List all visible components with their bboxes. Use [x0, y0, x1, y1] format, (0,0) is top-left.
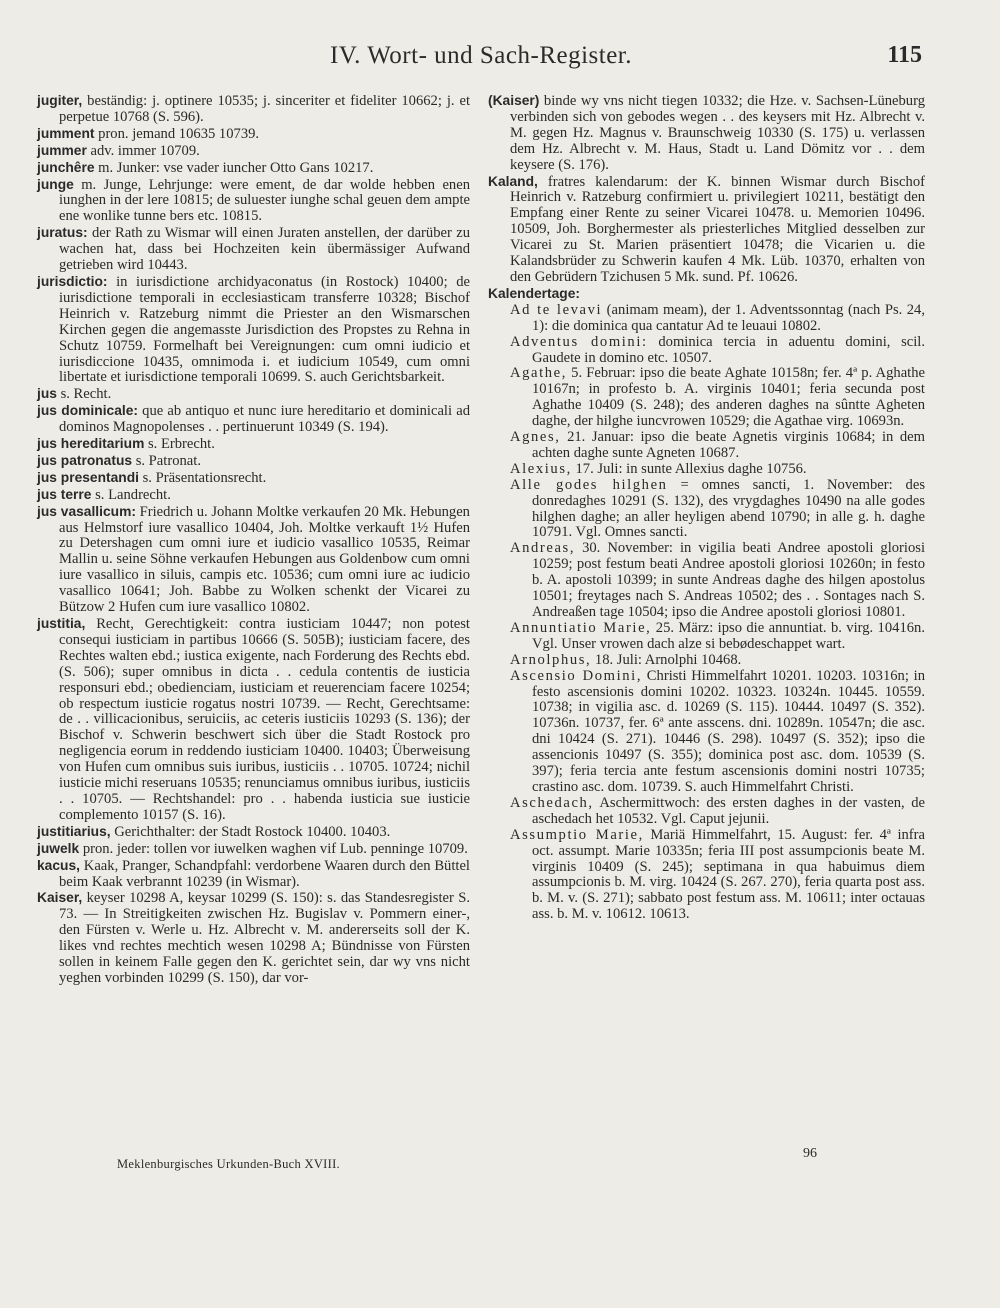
register-entry [37, 436, 470, 453]
entry-text: pron. jemand 10635 10739. [94, 125, 260, 142]
entry-headword: jus [37, 386, 57, 402]
page-number: 115 [887, 42, 922, 68]
register-entry [37, 616, 470, 824]
calendar-day-name: Assumptio Marie, [510, 826, 644, 843]
calendar-day-name: Alle godes hilghen [510, 476, 668, 493]
entry-text: fratres kalendarum: der K. binnen Wismar durch Bischof Heinrich v. Ratzeburg confirmiert u. privilegiert 10211, bestätigt den Empfang einer Rente zu seiner Vicarei 10478. u. Memorien 10496. 10509, Joh. Borghermester als priesterliches Mitglied desselben zur Vicarei zu St. Marien präsentiert 10478; die Vicarien u. die Kalandsbrüder zu Schwerin kaufen 4 Mk. Lüb. 10370, erhalten von den Gebrüdern Tzichusen 5 Mk. sund. Pf. 10626. [510, 173, 925, 285]
entry-text: pron. jeder: tollen vor iuwelken waghen vif Lub. penninge 10709. [79, 840, 468, 857]
register-entry [37, 841, 470, 858]
calendar-day-name: Ascensio Domini, [510, 667, 643, 684]
entry-text: s. Patronat. [132, 452, 201, 469]
entry-headword: jurisdictio: [37, 273, 108, 289]
calendar-day-name: Agnes, [510, 429, 561, 446]
calendar-day-entry [488, 366, 925, 430]
calendar-day-entry [488, 335, 925, 367]
register-entry [37, 890, 470, 986]
entry-headword: jus terre [37, 486, 92, 502]
entry-text: que ab antiquo et nunc iure hereditario et dominicali ad dominos Magnopolenses . . pertinuerunt 10349 (S. 194). [59, 403, 471, 436]
footer-source: Meklenburgisches Urkunden-Buch XVIII. [117, 1157, 340, 1171]
entry-text: Christi Himmelfahrt 10201. 10203. 10316n; in festo ascensionis domini 10202. 10323. 10324n. 10445. 10559. 10738; in vigilia asc. d. 10269 (S. 115). 10444. 10497 (S. 352). 10736n. 10737, fer. 6ª ante asscens. dni. 10289n. 10547n; die asc. dni 10424 (S. 271). 10446 (S. 298). 10497 (S. 352); ipso die assencionis 10497 (S. 355); dominica post asc. dom. 10539 (S. 397); feria tercia ante festum ascensionis domini nostri 10735; crastino asc. dom. 10739. S. auch Himmelfahrt Christi. [532, 667, 925, 795]
entry-text: Gerichthalter: der Stadt Rostock 10400. 10403. [110, 823, 391, 840]
entry-headword: kacus, [37, 857, 80, 873]
entry-headword: jummer [37, 142, 87, 158]
entry-text: binde wy vns nicht tiegen 10332; die Hze. v. Sachsen-Lüneburg verbinden sich von gebodes wegen . . des keysers mit Hz. Albrecht v. M. gegen Hz. Magnus v. Braunschweig 10330 (S. 175) u. verlassen dem Hz. Albrecht v. M. Haus, Stadt u. Land Dömitz vor . . dem keysere (S. 176). [510, 93, 925, 173]
entry-text: = omnes sancti, 1. November: des donredaghes 10291 (S. 132), des vrygdaghes 10490 na alle godes hilghen daghe; an aller heyligen abend 10790; in alle g. h. daghe 10791. Vgl. Omnes sancti. [532, 476, 925, 541]
calendar-day-entry [488, 541, 925, 621]
register-entry [37, 160, 470, 177]
register-entry [37, 858, 470, 891]
entry-text: dominica tercia in aduentu domini, scil. Gaudete in domino etc. 10507. [532, 333, 926, 366]
entry-headword: junchêre [37, 159, 95, 175]
entry-text: Mariä Himmelfahrt, 15. August: fer. 4ª infra oct. assumpt. Marie 10335n; feria III post assumpcionis beate M. virginis 10409 (S. 245); septimana in qua habuimus diem assumpcionis b. M. virg. 10424 (S. 267. 270), feria quarta post ass. b. M. v. (S. 271); sabbato post festum ass. M. 10611; inter octauas ass. b. M. v. 10612. 10613. [532, 826, 925, 923]
entry-headword: jumment [37, 125, 95, 141]
register-entry [37, 177, 470, 226]
entry-headword: jus dominicale: [37, 403, 138, 419]
entry-headword: jus presentandi [37, 469, 139, 485]
calendar-day-entry [488, 621, 925, 653]
entry-headword: junge [37, 176, 74, 192]
entry-text: adv. immer 10709. [86, 142, 200, 159]
calendar-day-entry [488, 796, 925, 828]
entry-headword: (Kaiser) [488, 93, 540, 108]
entry-text: m. Junge, Lehrjunge: were ement, de dar wolde hebben enen iunghen in der lere 10815; de suluester iunghe schal geuen dem ampte ene wonlike tunne bers etc. 10815. [59, 176, 470, 225]
calendar-day-name: Ad te levavi [510, 301, 603, 318]
entry-text: 5. Februar: ipso die beate Aghate 10158n; fer. 4ª p. Aghathe 10167n; in profesto b. A. virginis 10401; feria secunda post Aghathe 10409 (S. 248); des anderen daghes na sûntte Agheten daghe, der hilghe iuncvrowen 10529; die Agathae virg. 10693n. [532, 365, 925, 430]
register-entry [37, 143, 470, 160]
page-header [0, 42, 1000, 82]
register-entry [37, 504, 470, 616]
calendar-day-name: Annuntiatio Marie, [510, 619, 652, 636]
entry-headword: justitia, [37, 616, 86, 631]
register-entry [37, 453, 470, 470]
entry-text: 21. Januar: ipso die beate Agnetis virginis 10684; in dem achten daghe sunte Agneten 10687. [532, 429, 925, 461]
right-column [488, 93, 925, 923]
calendar-day-entry [488, 653, 925, 669]
signature-mark: 96 [803, 1146, 817, 1161]
register-entry [37, 386, 470, 403]
entry-headword: juwelk [37, 840, 80, 856]
entry-headword: jugiter, [37, 93, 83, 108]
entry-text: s. Erbrecht. [144, 436, 215, 453]
register-entry [37, 403, 470, 436]
entry-headword: Kaland, [488, 173, 538, 189]
calendar-day-entry [488, 669, 925, 796]
entry-text: Kaak, Pranger, Schandpfahl: verdorbene Waaren durch den Büttel beim Kaak verbrannt 10239 (in Wismar). [59, 857, 470, 890]
register-entry [37, 824, 470, 841]
entry-text: s. Landrecht. [91, 486, 171, 503]
entry-headword: justitiarius, [37, 823, 111, 839]
register-entry [37, 93, 470, 126]
register-entry [37, 487, 470, 504]
calendar-day-name: Agathe, [510, 365, 567, 382]
register-entry [37, 126, 470, 143]
entry-text: 18. Juli: Arnolphi 10468. [591, 651, 742, 668]
entry-headword: jus vasallicum: [37, 503, 136, 519]
entry-headword: juratus: [37, 225, 88, 241]
entry-text: keyser 10298 A, keysar 10299 (S. 150): s. das Standesregister S. 73. — In Streitigkeiten zwischen Hz. Bugislav v. Pommern einer-, den Fürsten v. Werle u. Hz. Albrecht v. M. andererseits soll der K. likes vnd rechtes mechtich wesen 10298 A; Bündnisse von Fürsten sollen in keinem Falle gegen den K. gerichtet sein, dar wy vns nicht yeghen vorbinden 10299 (S. 150), dar vor- [59, 890, 470, 986]
entry-text: in iurisdictione archidyaconatus (in Rostock) 10400; de iurisdictione temporali in ecclesiasticam transferre 10328; Bischof Heinrich v. Ratzeburg nimmt die Priester an den Wismarschen Kirchen gegen die angemasste Jurisdiction des Propstes zu Rehna in Schutz 10759. Formelhaft bei Vereignungen: cum omni iudicio et iurisdiccione 10435, omnimoda i. et iudicium 10549, cum omni libertate et iurisdictione temporali 10699. S. auch Gerichtsbarkeit. [59, 273, 470, 386]
entry-text: Recht, Gerechtigkeit: contra iusticiam 10447; non potest consequi iusticiam in partibus 10666 (S. 505B); iusticiam facere, des Rechtes walten ebd.; iustica exigente, nach Forderung des Rechts ebd. (S. 506); super omnibus in dicta . . cedula contentis de iusticia responsuri ebd.; obedienciam, iusticiam et reuerenciam facere 10254; ob respectum iusticie rogatus nostri 10739. — Recht, Gerechtsame: de . . villicacionibus, seruiciis, ac ceteris iusticiis 10293 (S. 136); der Bischof v. Schwerin beschwert sich über die Stadt Rostock pro negligencia eorum in reddendo iusticiam 10400. 10403; Überweisung von Hufen cum omnibus suis iuribus, iusticiis . . 10705. 10724; nichil iusticie michi reseruans 10535; renunciamus omnibus iuribus, iusticiis . . 10705. — Rechtshandel: pro . . habenda iusticia sue iusticie complemento 10157 (S. 16). [59, 616, 470, 823]
register-entry [488, 174, 925, 286]
register-entry [37, 274, 470, 386]
entry-text: Aschermittwoch: des ersten daghes in der vasten, de aschedach het 10532. Vgl. Caput jejunii. [532, 794, 925, 827]
entry-text: (animam meam), der 1. Adventssonntag (nach Ps. 24, 1): die dominica qua cantatur Ad te leuaui 10802. [532, 301, 925, 334]
calendar-day-name: Andreas, [510, 540, 576, 557]
entry-headword: Kalendertage: [488, 285, 581, 301]
entry-headword: jus patronatus [37, 452, 133, 468]
calendar-day-entry [488, 430, 925, 462]
entry-text: 25. März: ipso die annuntiat. b. virg. 10416n. Vgl. Unser vrowen dach alze si bebødeschappet wart. [532, 619, 925, 652]
entry-text: s. Präsentationsrecht. [138, 469, 267, 486]
left-column [37, 93, 470, 987]
calendar-day-name: Aschedach, [510, 794, 594, 811]
register-entry [488, 286, 925, 303]
entry-text: Friedrich u. Johann Moltke verkaufen 20 Mk. Hebungen aus Helmstorf iure vasallico 10404, Joh. Moltke verkauft 1½ Hufen zu Detershagen cum omni iure et iudicio vasallico 10535, Reimar Mallin u. seine Söhne verkaufen Hebungen aus Goldenbow cum omni iure vasallico in siluis, campis etc. 10536; cum omni iure ac iudicio vasallico 10641; Joh. Babbe zu Wolken schenkt der Vicarei zu Bützow 2 Hufen cum iure vasallico 10802. [59, 503, 470, 616]
entry-text: 30. November: in vigilia beati Andree apostoli gloriosi 10259; post festum beati Andree apostoli gloriosi 10260n; in festo b. A. apostoli 10399; in sunte Andreas daghe des hilgen apostolus 10501; freytages nach S. Andreas 10502; des . . Sontages nach S. Andreaßen tage 10504; ipso die Andree apostoli gloriosi 10801. [532, 540, 925, 620]
page-title: IV. Wort- und Sach-Register. [330, 42, 633, 69]
entry-text: m. Junker: vse vader iuncher Otto Gans 10217. [94, 159, 374, 176]
calendar-day-name: Adventus domini: [510, 333, 648, 350]
entry-headword: jus hereditarium [37, 436, 145, 452]
register-entry [37, 470, 470, 487]
calendar-day-entry [488, 478, 925, 542]
register-entry [488, 93, 925, 174]
entry-text: 17. Juli: in sunte Allexius daghe 10756. [571, 460, 807, 477]
register-entry [37, 225, 470, 274]
calendar-day-entry [488, 828, 925, 923]
calendar-day-name: Alexius, [510, 460, 572, 477]
calendar-day-entry [488, 462, 925, 478]
entry-text: beständig: j. optinere 10535; j. sinceriter et fideliter 10662; j. et perpetue 10768 (S. 596). [59, 93, 470, 125]
calendar-day-entry [488, 303, 925, 335]
entry-text: s. Recht. [56, 386, 112, 403]
entry-text: der Rath zu Wismar will einen Juraten anstellen, der darüber zu wachen hat, dass bei Hochzeiten kein übermässiger Aufwand getrieben wird 10443. [59, 225, 470, 274]
entry-headword: Kaiser, [37, 890, 83, 906]
calendar-day-name: Arnolphus, [510, 651, 592, 668]
